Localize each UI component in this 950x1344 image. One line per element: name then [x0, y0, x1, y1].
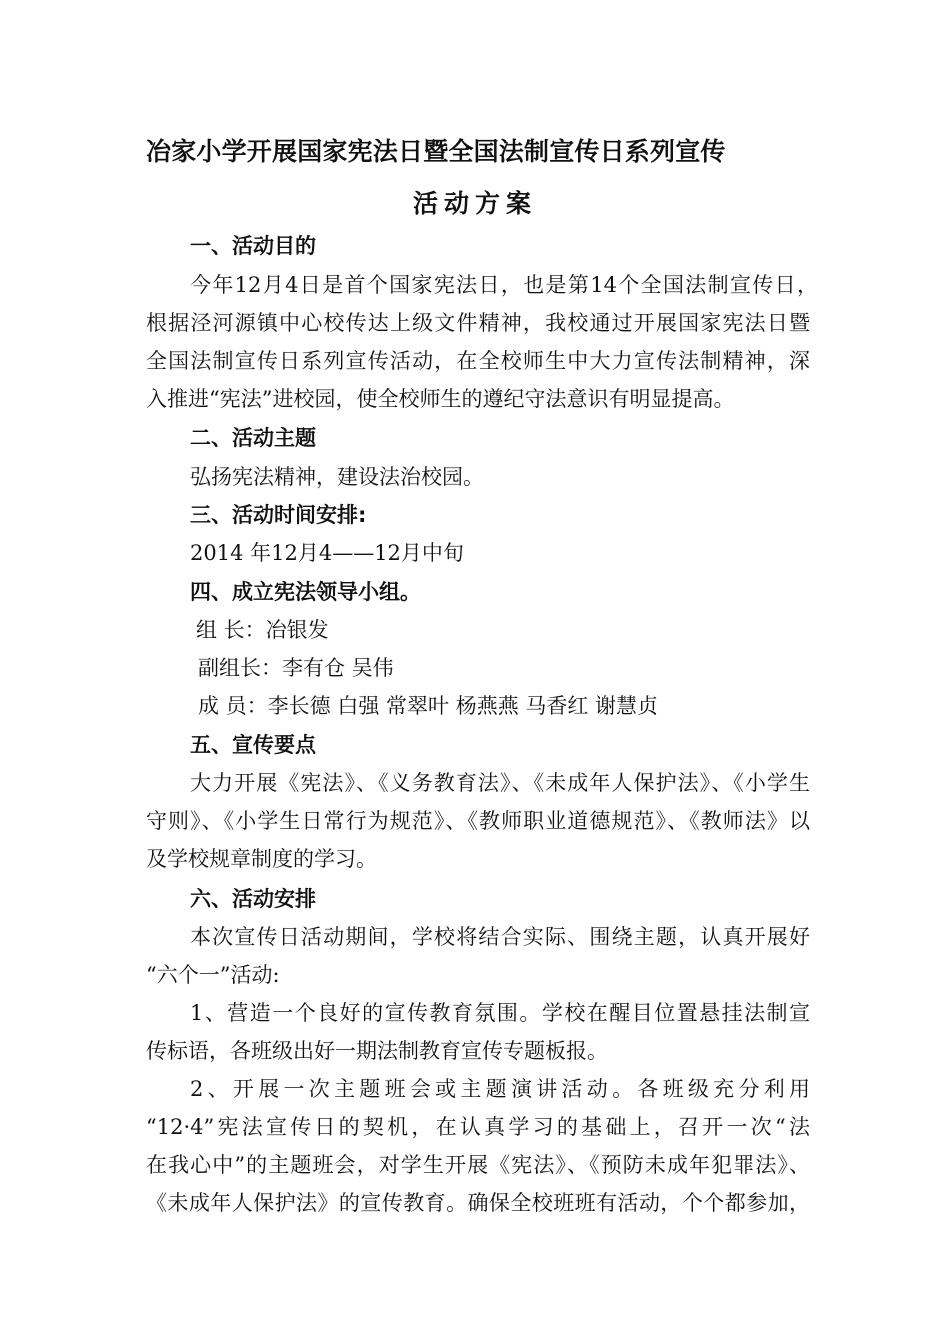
paragraph-line: 2014 年12月4——12月中旬: [190, 541, 464, 565]
paragraph-line: 根据泾河源镇中心校传达上级文件精神，我校通过开展国家宪法日暨: [146, 311, 810, 335]
section-heading-leadership-group: 四、成立宪法领导小组。: [190, 580, 421, 604]
paragraph-line: 入推进“宪法”进校园，使全校师生的遵纪守法意识有明显提高。: [146, 387, 735, 411]
group-leader-line: 组 长：冶银发: [196, 618, 329, 642]
paragraph-line: 今年12月4日是首个国家宪法日，也是第14个全国法制宣传日，: [190, 273, 818, 297]
paragraph-line: 1、营造一个良好的宣传教育氛围。学校在醒目位置悬挂法制宣: [190, 1001, 810, 1025]
paragraph-line: 传标语，各班级出好一期法制教育宣传专题板报。: [146, 1039, 608, 1063]
paragraph-line: 大力开展《宪法》、《义务教育法》、《未成年人保护法》、《小学生: [190, 771, 810, 795]
section-heading-schedule: 三、活动时间安排:: [190, 503, 367, 527]
deputy-leader-line: 副组长：李有仓 吴伟: [198, 656, 394, 680]
paragraph-line: 及学校规章制度的学习。: [146, 847, 377, 871]
paragraph-line: 《未成年人保护法》的宣传教育。确保全校班班有活动，个个都参加，: [146, 1191, 810, 1215]
paragraph-line: 守则》、《小学生日常行为规范》、《教师职业道德规范》、《教师法》以: [146, 809, 810, 833]
paragraph-line: “六个一”活动:: [146, 963, 280, 987]
section-heading-key-points: 五、宣传要点: [190, 733, 316, 757]
members-line: 成 员：李长德 白强 常翠叶 杨燕燕 马香红 谢慧贞: [198, 694, 659, 718]
paragraph-line: 在我心中”的主题班会，对学生开展《宪法》、《预防未成年犯罪法》、: [146, 1153, 810, 1177]
paragraph-line: 2、开展一次主题班会或主题演讲活动。各班级充分利用: [190, 1077, 810, 1101]
section-heading-purpose: 一、活动目的: [190, 234, 316, 258]
document-subtitle: 活动方案: [412, 189, 537, 218]
document-title: 冶家小学开展国家宪法日暨全国法制宣传日系列宣传: [146, 137, 726, 166]
paragraph-line: 本次宣传日活动期间，学校将结合实际、围绕主题，认真开展好: [190, 925, 810, 949]
section-heading-theme: 二、活动主题: [190, 426, 316, 450]
section-heading-arrangements: 六、活动安排: [190, 887, 316, 911]
paragraph-line: 弘扬宪法精神，建设法治校园。: [190, 465, 484, 489]
paragraph-line: 全国法制宣传日系列宣传活动，在全校师生中大力宣传法制精神，深: [146, 349, 810, 373]
paragraph-line: “12·4”宪法宣传日的契机，在认真学习的基础上，召开一次“法: [146, 1115, 810, 1139]
